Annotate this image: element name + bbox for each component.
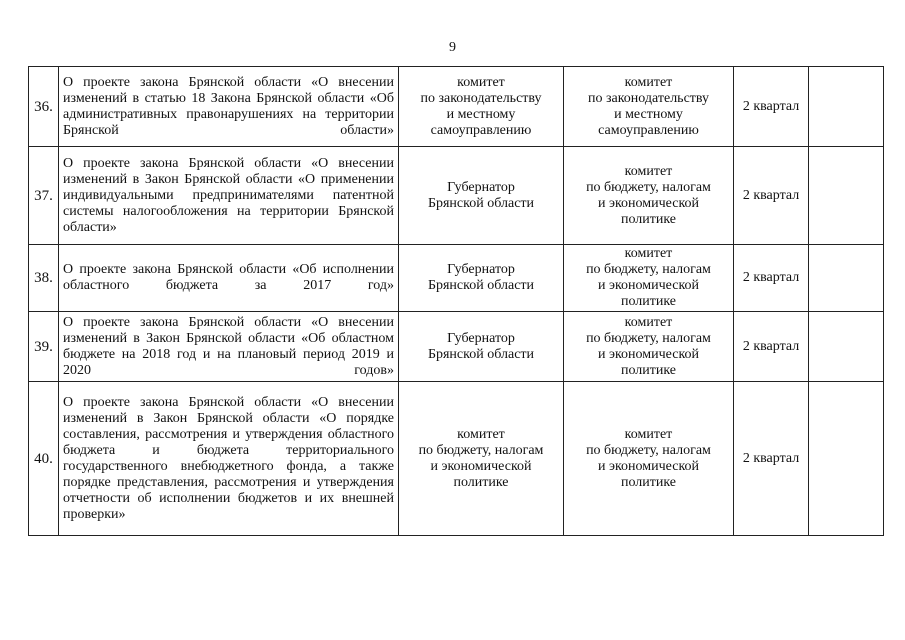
row-number: 38. [29, 245, 59, 312]
responsible-cell [564, 147, 734, 245]
responsible-text: комитет по бюджету, налогам и экономической политике [586, 163, 711, 227]
quarter-cell: 2 квартал [734, 67, 809, 147]
bill-title: О проекте закона Брянской области «О внесении изменений в Закон Брянской области «О применении индивидуальными предпринимателями патентной системы налогообложения на территории Брянской области» [59, 147, 399, 245]
responsible-text: комитет по законодательству и местному самоуправлению [587, 74, 710, 138]
bill-title: О проекте закона Брянской области «О внесении изменений в статью 18 Закона Брянской области «Об административных правонарушениях на территории Брянской области» [59, 67, 399, 147]
initiator-cell [399, 67, 564, 147]
quarter-cell: 2 квартал [734, 312, 809, 382]
note-cell [809, 382, 884, 536]
initiator-cell [399, 382, 564, 536]
note-cell [809, 312, 884, 382]
bill-title: О проекте закона Брянской области «О внесении изменений в Закон Брянской области «Об областном бюджете на 2018 год и на плановый период 2019 и 2020 годов» [59, 312, 399, 382]
row-number: 37. [29, 147, 59, 245]
table-row [29, 382, 884, 536]
row-number: 40. [29, 382, 59, 536]
row-number: 39. [29, 312, 59, 382]
table-row [29, 312, 884, 382]
page-number: 9 [449, 40, 456, 55]
note-cell [809, 67, 884, 147]
initiator-cell [399, 312, 564, 382]
initiator-text: Губернатор Брянской области [427, 179, 535, 211]
responsible-text: комитет по бюджету, налогам и экономической политике [586, 426, 711, 490]
responsible-cell [564, 67, 734, 147]
initiator-text: комитет по законодательству и местному самоуправлению [420, 74, 542, 138]
bill-title: О проекте закона Брянской области «Об исполнении областного бюджета за 2017 год» [59, 245, 399, 312]
plan-table [28, 66, 884, 536]
quarter-cell: 2 квартал [734, 245, 809, 312]
quarter-cell: 2 квартал [734, 147, 809, 245]
responsible-cell [564, 382, 734, 536]
note-cell [809, 245, 884, 312]
initiator-text: комитет по бюджету, налогам и экономической политике [418, 426, 544, 490]
table-row [29, 67, 884, 147]
table-row [29, 245, 884, 312]
initiator-text: Губернатор Брянской области [427, 262, 535, 293]
row-number: 36. [29, 67, 59, 147]
responsible-cell [564, 245, 734, 312]
initiator-text: Губернатор Брянской области [427, 330, 535, 362]
quarter-cell: 2 квартал [734, 382, 809, 536]
table-row [29, 147, 884, 245]
responsible-cell [564, 312, 734, 382]
responsible-text: комитет по бюджету, налогам и экономической политике [586, 314, 711, 378]
initiator-cell [399, 147, 564, 245]
bill-title: О проекте закона Брянской области «О внесении изменений в Закон Брянской области «О порядке составления, рассмотрения и утверждения областного бюджета и бюджета территориального государственного внебюджетного фонда, а также порядке представления, рассмотрения и утверждения отчетности об исполнении бюджетов и их внешней проверки» [59, 382, 399, 536]
note-cell [809, 147, 884, 245]
responsible-text: комитет по бюджету, налогам и экономической политике [586, 246, 711, 309]
initiator-cell [399, 245, 564, 312]
